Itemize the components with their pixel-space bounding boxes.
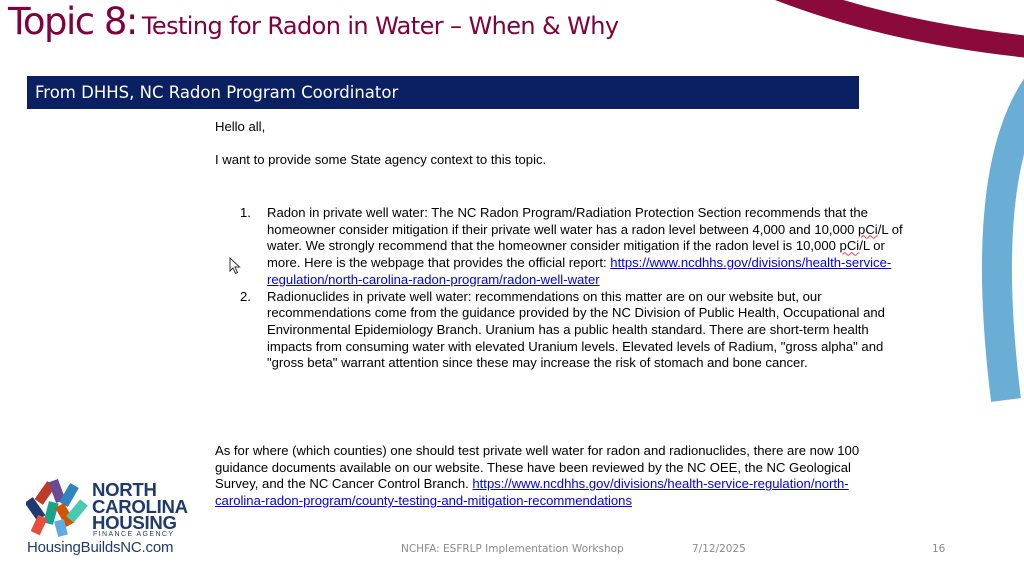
logo-wordmark bbox=[92, 479, 188, 533]
logo-line: CAROLINA bbox=[92, 495, 188, 517]
logo-line: NORTH bbox=[92, 479, 157, 500]
title-prefix: Topic 8: bbox=[8, 0, 137, 43]
closing-text: As for where (which counties) one should test private well water for radon and radionuclides, there are now 100 guidance documents available on our website. These have been reviewed by the NC OEE, the NC Geological Survey, and the NC Cancer Control Branch. bbox=[215, 443, 860, 492]
list-item bbox=[215, 205, 905, 289]
item-text-a: Radon in private well water: The NC Radon Program/Radiation Protection Section recommends that the homeowner consider mitigation if their private well water has a radon level between 4,000 and 10,000 bbox=[267, 205, 868, 237]
email-closing bbox=[215, 443, 895, 510]
footer-page-number: 16 bbox=[932, 543, 946, 555]
cursor-icon bbox=[229, 257, 241, 275]
logo-line: HOUSING bbox=[92, 512, 177, 533]
footer-date: 7/12/2025 bbox=[692, 543, 746, 555]
slide-title bbox=[8, 0, 619, 43]
item-text-b: /L of water. We strongly recommend that the homeowner consider mitigation if the radon level is 10,000 bbox=[267, 221, 903, 254]
title-subtitle: Testing for Radon in Water – When & Why bbox=[141, 12, 619, 40]
logo-agency: FINANCE AGENCY bbox=[93, 531, 175, 538]
unit-pci: pCi bbox=[839, 238, 860, 254]
email-list bbox=[215, 205, 905, 372]
list-number: 2. bbox=[240, 288, 251, 304]
email-greeting: Hello all, bbox=[215, 119, 266, 134]
unit-pci: pCi bbox=[858, 221, 878, 237]
item-text-c: /L or more. Here is the webpage that provides the official report: bbox=[267, 238, 885, 271]
list-item bbox=[215, 289, 905, 373]
blue-arc bbox=[997, 70, 1024, 400]
email-intro: I want to provide some State agency context to this topic. bbox=[215, 152, 547, 167]
maroon-arc bbox=[712, 0, 1024, 48]
radon-well-water-link[interactable]: https://www.ncdhhs.gov/divisions/health-service-regulation/north-carolina-radon-program/radon-well-water bbox=[267, 255, 892, 287]
source-banner: From DHHS, NC Radon Program Coordinator bbox=[27, 76, 859, 109]
county-testing-link[interactable]: https://www.ncdhhs.gov/divisions/health-service-regulation/north-carolina-radon-program/county-testing-and-mitigation-recommendations bbox=[215, 476, 849, 509]
logo-url: HousingBuildsNC.com bbox=[27, 539, 174, 556]
footer-event: NCHFA: ESFRLP Implementation Workshop bbox=[401, 543, 624, 555]
item-text: Radionuclides in private well water: recommendations on this matter are on our website but, our recommendations come from the guidance provided by the NC Division of Public Health, Occupational and Environmental Epidemiology Branch. Uranium has a public health standard. There are short-term health impacts from consuming water with elevated Uranium levels. Elevated levels of Radium, "gross alpha" and "gross beta" warrant attention since these may increase the risk of stomach and bone cancer. bbox=[267, 288, 885, 371]
list-number: 1. bbox=[240, 205, 251, 220]
